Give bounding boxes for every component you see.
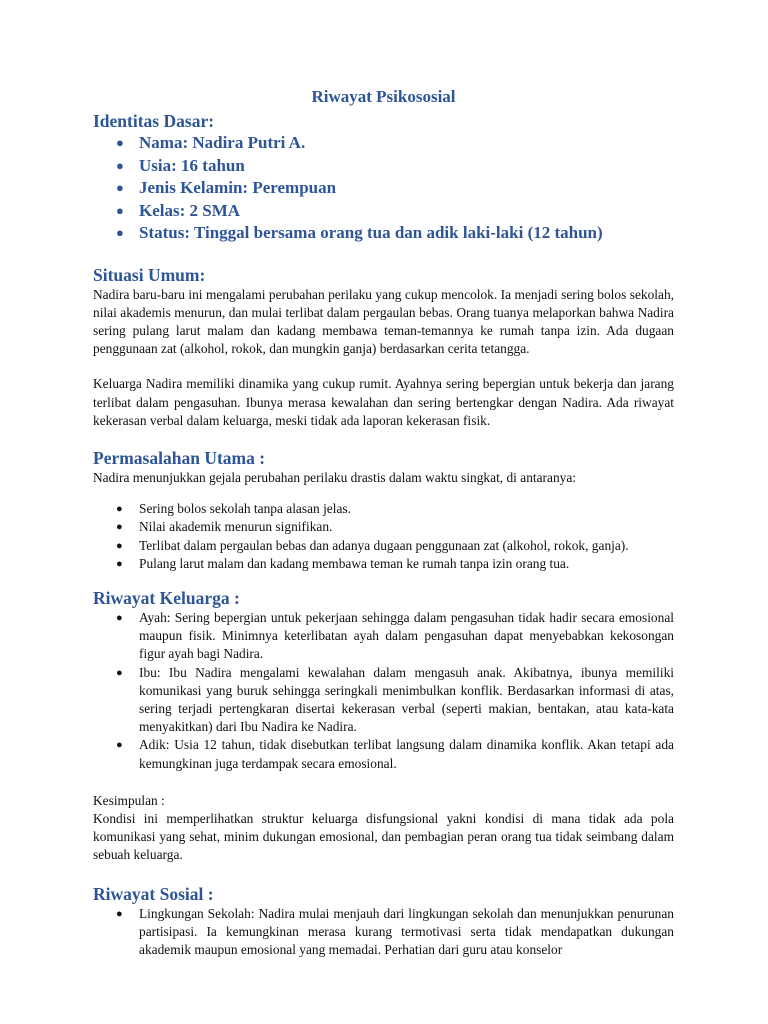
document-page	[93, 86, 674, 959]
keluarga-heading: Riwayat Keluarga :	[93, 587, 240, 608]
situasi-paragraph: Keluarga Nadira memiliki dinamika yang cukup rumit. Ayahnya sering bepergian untuk bekerja dan jarang terlibat dalam pengasuhan. Ibunya merasa kewalahan dan sering bertengkar dengan Nadira. Ada riwayat kekerasan verbal dalam keluarga, meski tidak ada laporan kekerasan fisik.	[93, 376, 674, 428]
situasi-paragraph: Nadira baru-baru ini mengalami perubahan perilaku yang cukup mencolok. Ia menjadi sering bolos sekolah, nilai akademis menurun, dan mulai terlibat dalam pergaulan bebas. Orang tuanya melaporkan bahwa Nadira sering pulang larut malam dan kadang membawa teman-temannya ke rumah tanpa izin. Ada dugaan penggunaan zat (alkohol, rokok, dan mungkin ganja) berdasarkan cerita tetangga.	[93, 286, 674, 357]
bullet-icon: ●	[116, 157, 124, 173]
identitas-item: ● Kelas: 2 SMA	[93, 200, 674, 223]
sosial-list	[93, 905, 674, 960]
identitas-item: ● Jenis Kelamin: Perempuan	[93, 177, 674, 200]
document-title: Riwayat Psikososial	[311, 87, 456, 106]
identitas-item: ● Status: Tinggal bersama orang tua dan adik laki-laki (12 tahun)	[93, 222, 674, 245]
bullet-icon: ●	[116, 666, 123, 679]
list-item: ● Sering bolos sekolah tanpa alasan jelas.	[93, 500, 674, 518]
situasi-heading: Situasi Umum:	[93, 264, 206, 285]
list-item: ● Ibu: Ibu Nadira mengalami kewalahan dalam mengasuh anak. Akibatnya, ibunya memiliki komunikasi yang buruk sehingga seringkali menimbulkan konflik. Berdasarkan informasi di atas, sering terjadi pertengkaran disertai kekerasan verbal (seperti makian, bentakan, atau kata-kata menyakitkan) dari Ibu Nadira ke Nadira.	[116, 664, 674, 735]
sosial-heading: Riwayat Sosial :	[93, 883, 214, 904]
bullet-icon: ●	[116, 180, 124, 195]
kesimpulan-text: Kondisi ini memperlihatkan struktur keluarga disfungsional yakni kondisi di mana tidak ada pola komunikasi yang sehat, minim dukungan emosional, dan pembagian peran orang tua tidak seimbang dalam sebuah keluarga.	[93, 810, 674, 863]
bullet-icon: ●	[116, 907, 123, 920]
bullet-icon: ●	[116, 739, 123, 752]
bullet-icon: ●	[116, 539, 123, 552]
list-item: ● Adik: Usia 12 tahun, tidak disebutkan terlibat langsung dalam dinamika konflik. Akan tetapi ada kemungkinan juga terdampak secara emosional.	[116, 737, 674, 771]
identitas-item: ● Usia: 16 tahun	[93, 155, 674, 178]
list-item: ● Terlibat dalam pergaulan bebas dan adanya dugaan penggunaan zat (alkohol, rokok, ganja).	[93, 537, 674, 555]
list-item: ● Pulang larut malam dan kadang membawa teman ke rumah tanpa izin orang tua.	[93, 555, 674, 573]
bullet-icon: ●	[116, 611, 123, 624]
identitas-item: ● Nama: Nadira Putri A.	[93, 132, 674, 155]
list-item: ● Lingkungan Sekolah: Nadira mulai menjauh dari lingkungan sekolah dan menunjukkan penurunan partisipasi. Ia kemungkinan merasa kurang termotivasi serta tidak mendapatkan dukungan akademik maupun emosional yang memadai. Perhatian dari guru atau konselor	[116, 905, 674, 957]
keluarga-list	[93, 609, 674, 773]
bullet-icon: ●	[116, 557, 123, 570]
identitas-heading: Identitas Dasar:	[93, 111, 215, 131]
kesimpulan-label: Kesimpulan :	[93, 792, 165, 808]
identitas-list	[93, 132, 674, 245]
bullet-icon: ●	[116, 202, 124, 218]
permasalahan-intro: Nadira menunjukkan gejala perubahan perilaku drastis dalam waktu singkat, di antaranya:	[93, 469, 577, 485]
bullet-icon: ●	[116, 521, 123, 534]
bullet-icon: ●	[116, 503, 123, 516]
permasalahan-list	[93, 500, 674, 573]
permasalahan-heading: Permasalahan Utama :	[93, 447, 266, 468]
bullet-icon: ●	[116, 225, 124, 240]
list-item: ● Ayah: Sering bepergian untuk pekerjaan sehingga dalam pengasuhan tidak hadir secara emosional maupun fisik. Minimnya keterlibatan ayah dalam pengasuhan dapat menyebabkan kekosongan figur ayah bagi Nadira.	[116, 609, 674, 662]
list-item: ● Nilai akademik menurun signifikan.	[93, 518, 674, 536]
bullet-icon: ●	[116, 135, 124, 150]
